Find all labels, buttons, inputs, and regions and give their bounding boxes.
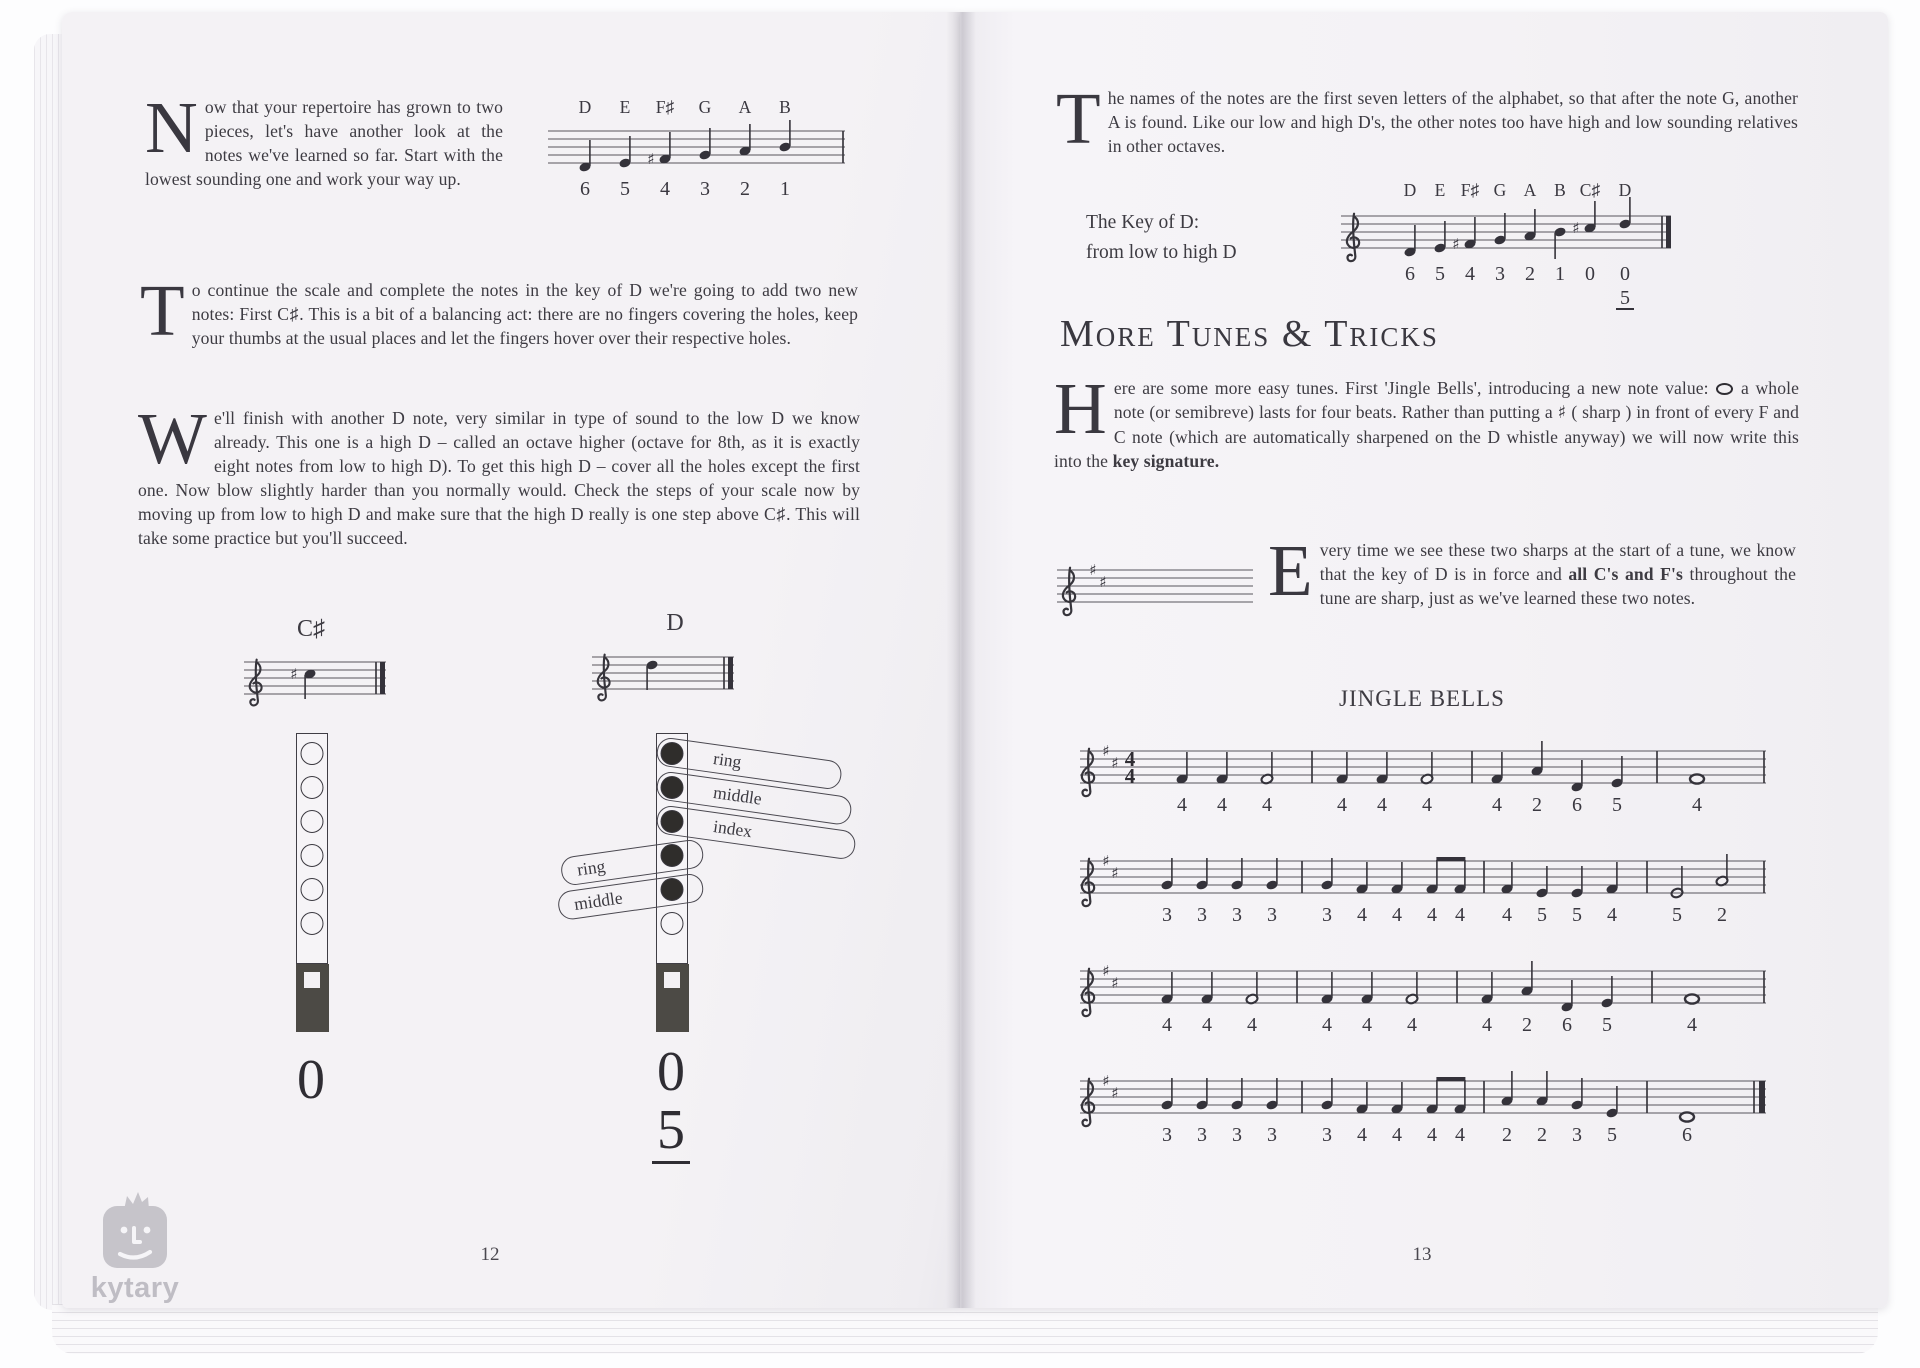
dropcap-E: E bbox=[1268, 530, 1313, 611]
finger-label-middle-right: middle bbox=[655, 770, 853, 826]
svg-text:0: 0 bbox=[1620, 263, 1630, 285]
treble-clef bbox=[1082, 859, 1094, 906]
key-of-d-caption: The Key of D: from low to high D bbox=[1086, 212, 1237, 264]
svg-text:5: 5 bbox=[1612, 794, 1622, 816]
svg-text:4: 4 bbox=[1177, 794, 1187, 816]
svg-text:4: 4 bbox=[1687, 1014, 1697, 1036]
svg-text:5: 5 bbox=[1602, 1014, 1612, 1036]
key-signature-emphasis: key signature. bbox=[1112, 451, 1220, 472]
paragraph-text: he names of the notes are the first seven letters of the alphabet, so that after the note G, another A is found. Like our low and high D's, the other notes too have high and low sounding relatives in other octaves. bbox=[1107, 88, 1798, 157]
csharp-note-label: C♯ bbox=[296, 616, 325, 642]
svg-text:5: 5 bbox=[620, 178, 630, 200]
svg-text:5: 5 bbox=[1607, 1124, 1617, 1146]
svg-text:5: 5 bbox=[1435, 263, 1445, 285]
svg-text:4: 4 bbox=[1407, 1014, 1417, 1036]
svg-text:4: 4 bbox=[1692, 794, 1702, 816]
svg-text:♯: ♯ bbox=[1452, 235, 1460, 253]
csharp-staff bbox=[240, 648, 390, 714]
hole-4-open bbox=[301, 844, 324, 867]
svg-text:D: D bbox=[1403, 180, 1417, 200]
all-cs-fs-emphasis: all C's and F's bbox=[1568, 564, 1683, 585]
svg-text:3: 3 bbox=[1197, 904, 1207, 926]
svg-text:4: 4 bbox=[1247, 1014, 1257, 1036]
fingering-numbers bbox=[580, 178, 790, 200]
svg-text:3: 3 bbox=[1267, 1124, 1277, 1146]
note-letter-labels bbox=[579, 97, 791, 117]
svg-text:4: 4 bbox=[1392, 1124, 1402, 1146]
fingering-numbers bbox=[1162, 904, 1727, 926]
svg-text:6: 6 bbox=[580, 178, 590, 200]
svg-text:F♯: F♯ bbox=[655, 97, 675, 117]
hole-3-open bbox=[301, 810, 324, 833]
notes bbox=[1403, 197, 1631, 259]
svg-text:♯: ♯ bbox=[1111, 1084, 1119, 1102]
staff-lines bbox=[548, 131, 845, 163]
scale-staff-d-to-b bbox=[540, 95, 860, 227]
svg-text:5: 5 bbox=[1672, 904, 1682, 926]
jingle-system-3 bbox=[1072, 953, 1772, 1049]
finger-label-ring-right: ring bbox=[655, 736, 843, 791]
svg-text:3: 3 bbox=[1162, 1124, 1172, 1146]
svg-text:2: 2 bbox=[1525, 263, 1535, 285]
svg-text:6: 6 bbox=[1572, 794, 1582, 816]
svg-text:4: 4 bbox=[1392, 904, 1402, 926]
svg-text:3: 3 bbox=[1495, 263, 1505, 285]
hole-5-open bbox=[301, 878, 324, 901]
csharp-fingering-number: 0 bbox=[297, 1049, 325, 1111]
svg-text:2: 2 bbox=[1537, 1124, 1547, 1146]
left-page-number: 12 bbox=[480, 1244, 500, 1265]
svg-text:6: 6 bbox=[1562, 1014, 1572, 1036]
svg-text:4: 4 bbox=[1482, 1014, 1492, 1036]
svg-text:4: 4 bbox=[1422, 794, 1432, 816]
svg-text:♯: ♯ bbox=[1111, 754, 1119, 772]
d-fingering-number-top: 0 bbox=[657, 1041, 685, 1103]
svg-text:4: 4 bbox=[1322, 1014, 1332, 1036]
treble-clef bbox=[1082, 1079, 1094, 1126]
svg-text:4: 4 bbox=[1362, 1014, 1372, 1036]
svg-text:3: 3 bbox=[1267, 904, 1277, 926]
staff-lines bbox=[1080, 861, 1766, 893]
svg-text:B: B bbox=[1554, 180, 1566, 200]
svg-text:♯: ♯ bbox=[1102, 742, 1110, 760]
notes bbox=[578, 120, 791, 173]
svg-text:4: 4 bbox=[1427, 904, 1437, 926]
svg-text:E: E bbox=[1434, 180, 1446, 200]
svg-text:4: 4 bbox=[1262, 794, 1272, 816]
right-paragraph-1 bbox=[1056, 78, 1798, 159]
svg-text:4: 4 bbox=[1607, 904, 1617, 926]
final-barline bbox=[1759, 1081, 1765, 1113]
hole-6-open bbox=[661, 912, 684, 935]
svg-text:G: G bbox=[1493, 180, 1507, 200]
svg-text:3: 3 bbox=[1162, 904, 1172, 926]
svg-text:2: 2 bbox=[1532, 794, 1542, 816]
svg-text:0: 0 bbox=[1585, 263, 1595, 285]
svg-text:6: 6 bbox=[1405, 263, 1415, 285]
svg-text:4: 4 bbox=[1455, 904, 1465, 926]
svg-text:4: 4 bbox=[1377, 794, 1387, 816]
d-staff bbox=[588, 643, 738, 709]
treble-clef bbox=[1347, 214, 1359, 261]
mouthpiece-window bbox=[304, 972, 320, 988]
finger-label-middle-left: middle bbox=[556, 872, 705, 921]
staff-lines bbox=[1341, 216, 1671, 248]
right-paragraph-2: Here are some more easy tunes. First 'Jingle Bells', introducing a new note value: a whole note (or semibreve) lasts for four beats. Rather than putting a ♯ ( sharp ) in front of every F and C note (which are automatically sharpened on the D whistle anyway) we will now write this into the key signature. bbox=[1054, 368, 1799, 472]
svg-text:4: 4 bbox=[1202, 1014, 1212, 1036]
svg-text:3: 3 bbox=[1232, 904, 1242, 926]
hole-2-open bbox=[301, 776, 324, 799]
jingle-system-2 bbox=[1072, 843, 1772, 939]
left-paragraph-2 bbox=[140, 270, 858, 351]
svg-text:A: A bbox=[1523, 180, 1537, 200]
sharp-glyph: ♯ bbox=[1557, 403, 1567, 424]
svg-text:♯: ♯ bbox=[647, 150, 655, 168]
book-spine-shadow bbox=[946, 12, 976, 1308]
d-note-label: D bbox=[666, 610, 684, 636]
section-heading: More Tunes & Tricks bbox=[1060, 313, 1439, 355]
whole-note-glyph bbox=[1716, 383, 1733, 395]
hole-6-open bbox=[301, 912, 324, 935]
svg-text:4: 4 bbox=[1357, 904, 1367, 926]
svg-text:2: 2 bbox=[740, 178, 750, 200]
right-paragraph-3: Every time we see these two sharps at the start of a tune, we know that the key of D is in force and all C's and F's throughout the tune are sharp, just as we've learned these two notes. bbox=[1268, 530, 1796, 611]
kytary-logo-icon bbox=[100, 1188, 170, 1270]
svg-text:5: 5 bbox=[1537, 904, 1547, 926]
svg-text:1: 1 bbox=[780, 178, 790, 200]
svg-text:D: D bbox=[1618, 180, 1632, 200]
svg-text:3: 3 bbox=[1232, 1124, 1242, 1146]
svg-text:D: D bbox=[578, 97, 592, 117]
dropcap-W: W bbox=[138, 398, 208, 479]
d-whistle-mouthpiece bbox=[656, 964, 689, 1032]
svg-text:3: 3 bbox=[1572, 1124, 1582, 1146]
svg-text:4: 4 bbox=[1427, 1124, 1437, 1146]
svg-text:♯: ♯ bbox=[1102, 1072, 1110, 1090]
svg-text:4: 4 bbox=[1162, 1014, 1172, 1036]
svg-text:3: 3 bbox=[1322, 904, 1332, 926]
dropcap-N: N bbox=[145, 87, 198, 168]
svg-text:♯: ♯ bbox=[1111, 974, 1119, 992]
page-stack-bottom-edge bbox=[52, 1304, 1878, 1354]
jingle-system-1 bbox=[1072, 733, 1772, 829]
svg-text:♯: ♯ bbox=[1089, 561, 1097, 579]
svg-text:2: 2 bbox=[1502, 1124, 1512, 1146]
treble-clef bbox=[1082, 749, 1094, 796]
svg-text:3: 3 bbox=[1197, 1124, 1207, 1146]
svg-text:G: G bbox=[698, 97, 712, 117]
fingering-numbers bbox=[1162, 1124, 1692, 1146]
eighth-beam bbox=[1436, 1077, 1465, 1081]
tune-title: JINGLE BELLS bbox=[1339, 686, 1505, 711]
svg-text:♯: ♯ bbox=[290, 665, 298, 683]
treble-clef bbox=[598, 655, 610, 701]
svg-text:4: 4 bbox=[660, 178, 670, 200]
svg-text:A: A bbox=[738, 97, 752, 117]
staff-lines bbox=[244, 662, 386, 694]
d-fingering-number-bottom: 5 bbox=[641, 1098, 701, 1162]
svg-text:4: 4 bbox=[1357, 1124, 1367, 1146]
svg-text:♯: ♯ bbox=[1099, 573, 1107, 591]
staff-lines bbox=[1080, 971, 1766, 1003]
svg-text:5: 5 bbox=[1620, 287, 1630, 309]
note-letter-labels bbox=[1404, 180, 1632, 200]
fingering-numbers bbox=[1177, 794, 1702, 816]
treble-clef bbox=[250, 660, 262, 706]
staff-lines bbox=[592, 657, 734, 689]
svg-text:C♯: C♯ bbox=[1579, 180, 1601, 200]
mouthpiece-window bbox=[664, 972, 680, 988]
svg-text:B: B bbox=[779, 97, 791, 117]
svg-text:2: 2 bbox=[1717, 904, 1727, 926]
paragraph-text: ow that your repertoire has grown to two pieces, let's have another look at the notes we've learned so far. Start with the lowest sounding one and work your way up. bbox=[145, 97, 503, 190]
left-paragraph-3 bbox=[138, 398, 860, 551]
treble-clef bbox=[1082, 969, 1094, 1016]
csharp-whistle-diagram bbox=[296, 733, 328, 964]
dropcap-T: T bbox=[1056, 78, 1101, 159]
svg-text:♯: ♯ bbox=[1111, 864, 1119, 882]
notes bbox=[1160, 1071, 1694, 1122]
time-signature-bottom: 4 bbox=[1124, 764, 1136, 788]
hole-1-open bbox=[301, 742, 324, 765]
staff-lines bbox=[1080, 1081, 1766, 1113]
finger-label-ring-left: ring bbox=[559, 838, 705, 887]
svg-text:♯: ♯ bbox=[1102, 852, 1110, 870]
finger-label-index-right: index bbox=[655, 804, 857, 861]
svg-text:4: 4 bbox=[1492, 794, 1502, 816]
fingering-numbers bbox=[1405, 263, 1634, 309]
dropcap-T: T bbox=[140, 270, 185, 351]
svg-text:1: 1 bbox=[1555, 263, 1565, 285]
left-paragraph-1 bbox=[145, 87, 503, 191]
svg-text:2: 2 bbox=[1522, 1014, 1532, 1036]
svg-text:4: 4 bbox=[1502, 904, 1512, 926]
svg-text:5: 5 bbox=[1572, 904, 1582, 926]
svg-text:4: 4 bbox=[1455, 1124, 1465, 1146]
svg-text:♯: ♯ bbox=[1102, 962, 1110, 980]
svg-text:♯: ♯ bbox=[1572, 219, 1580, 237]
right-page-number: 13 bbox=[1412, 1244, 1432, 1265]
svg-text:4: 4 bbox=[1337, 794, 1347, 816]
key-signature-staff bbox=[1055, 556, 1255, 626]
svg-text:4: 4 bbox=[1217, 794, 1227, 816]
fingering-numbers bbox=[1162, 1014, 1697, 1036]
svg-text:4: 4 bbox=[1465, 263, 1475, 285]
dropcap-H: H bbox=[1054, 368, 1107, 449]
svg-text:F♯: F♯ bbox=[1460, 180, 1480, 200]
csharp-whistle-mouthpiece bbox=[296, 964, 329, 1032]
svg-text:6: 6 bbox=[1682, 1124, 1692, 1146]
treble-clef bbox=[1063, 568, 1075, 615]
paragraph-text: o continue the scale and complete the notes in the key of D we're going to add two new notes: First C♯. This is a bit of a balancing act: there are no fingers covering the holes, keep your thumbs at the usual places and let the fingers hover over their respective holes. bbox=[191, 280, 858, 349]
staff-lines bbox=[1057, 570, 1253, 602]
svg-text:3: 3 bbox=[700, 178, 710, 200]
eighth-beam bbox=[1436, 857, 1465, 861]
time-signature-top: 4 bbox=[1124, 747, 1136, 771]
jingle-system-4 bbox=[1072, 1063, 1772, 1159]
svg-text:E: E bbox=[619, 97, 631, 117]
svg-text:3: 3 bbox=[1322, 1124, 1332, 1146]
kytary-watermark-text: kytary bbox=[90, 1272, 180, 1304]
paragraph-text: e'll finish with another D note, very similar in type of sound to the low D we know already. This one is a high D – called an octave higher (octave for 8th, as it is exactly eight notes from low to high D). To get this high D – cover all the holes except the first one. Now blow slightly harder than you normally would. Check the steps of your scale now by moving up from low to high D and make sure that the high D really is one step above C♯. This will take some practice but you'll succeed. bbox=[138, 408, 860, 549]
key-of-d-staff bbox=[1335, 176, 1680, 316]
